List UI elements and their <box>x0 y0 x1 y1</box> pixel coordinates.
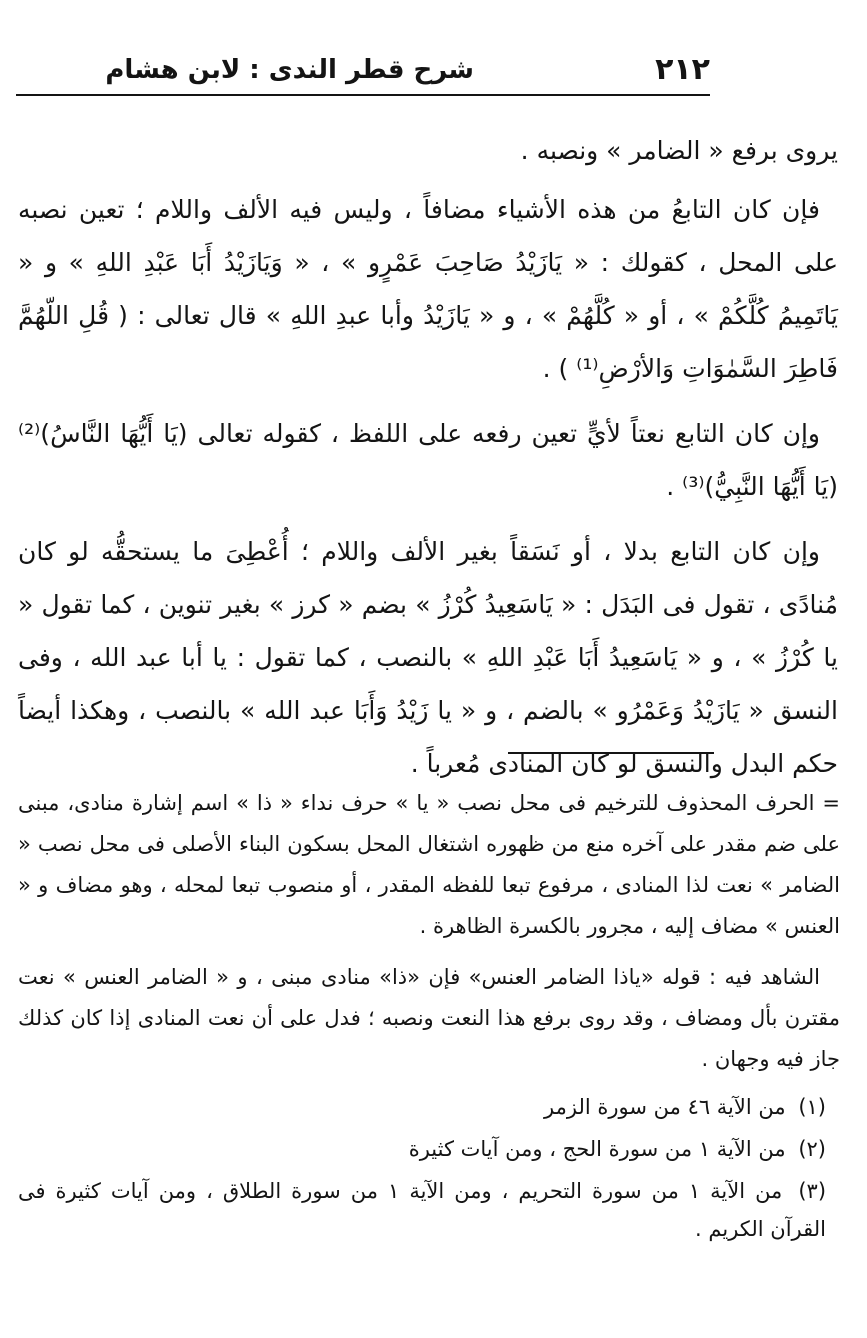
main-paragraph: وإن كان التابع بدلا ، أو نَسَقاً بغير الألف واللام ؛ أُعْطِىَ ما يستحقُّه لو كان مُنادًى ، تقول فى البَدَل : « يَاسَعِيدُ كُرْزُ » بضم « كرز » بغير تنوين ، كما تقول « يا كُرْزُ » ، و « يَاسَعِيدُ أَبَا عَبْدِ اللهِ » بالنصب ، كما تقول : يا أبا عبد الله ، وفى النسق « يَازَيْدُ وَعَمْرُو » بالضم ، و « يا زَيْدُ وَأَبَا عبد الله » بالنصب ، وهكذا أيضاً حكم البدل والنسق لو كان المنادى مُعرباً . <box>18 537 838 778</box>
footnotes <box>18 1088 840 1252</box>
footnote-number: (٣) <box>798 1179 827 1203</box>
header-rule <box>16 94 710 96</box>
footnote-text: من الآية ١ من سورة الحج ، ومن آيات كثيرة <box>408 1137 786 1161</box>
footnote <box>18 1130 840 1168</box>
footnote <box>18 1088 840 1126</box>
main-paragraph: وإن كان التابع نعتاً لأيٍّ تعين رفعه على اللفظ ، كقوله تعالى (يَا أَيُّهَا النَّاسُ)⁽²⁾ (يَا أَيُّهَا النَّبِيُّ)⁽³⁾ . <box>18 419 838 501</box>
running-title: شرح قطر الندى : لابن هشام <box>105 55 474 85</box>
footnote-divider <box>508 752 714 754</box>
note-paragraph: الشاهد فيه : قوله «ياذا الضامر العنس» فإن «ذا» منادى مبنى ، و « الضامر العنس » نعت مقترن بأل ومضاف ، وقد روى برفع هذا النعت ونصبه ؛ فدل على أن نعت المنادى إذا كان كذلك جاز فيه وجهان . <box>18 965 840 1071</box>
commentary-notes <box>18 783 840 1090</box>
footnote-text: من الآية ٤٦ من سورة الزمر <box>544 1095 786 1119</box>
page-header <box>16 52 710 90</box>
main-paragraph: فإن كان التابعُ من هذه الأشياء مضافاً ، وليس فيه الألف واللام ؛ تعين نصبه على المحل ، كقولك : « يَازَيْدُ صَاحِبَ عَمْرٍو » ، « وَيَازَيْدُ أَبَا عَبْدِ اللهِ » و « يَاتَمِيمُ كُلَّكُمْ » ، أو « كُلَّهُمْ » ، و « يَازَيْدُ وأبا عبدِ اللهِ » قال تعالى : ( قُلِ اللّهُمَّ فَاطِرَ السَّمٰوَاتِ وَالأرْضِ⁽¹⁾ ) . <box>18 195 838 383</box>
footnote <box>18 1172 840 1248</box>
page-number: ٢١٢ <box>655 52 710 87</box>
main-text <box>18 124 838 802</box>
note-paragraph: = الحرف المحذوف للترخيم فى محل نصب « يا » حرف نداء « ذا » اسم إشارة منادى، مبنى على ضم مقدر على آخره منع من ظهوره اشتغال المحل بسكون البناء الأصلى فى محل نصب « الضامر » نعت لذا المنادى ، مرفوع تبعا للفظه المقدر ، أو منصوب تبعا لمحله ، وهو مضاف و « العنس » مضاف إليه ، مجرور بالكسرة الظاهرة . <box>18 791 840 938</box>
footnote-number: (١) <box>798 1095 826 1119</box>
main-paragraph: يروى برفع « الضامر » ونصبه . <box>520 136 838 165</box>
footnote-number: (٢) <box>798 1137 826 1161</box>
footnote-text: من الآية ١ من سورة التحريم ، ومن الآية ١ من سورة الطلاق ، ومن آيات كثيرة فى القرآن الكريم . <box>18 1179 826 1241</box>
